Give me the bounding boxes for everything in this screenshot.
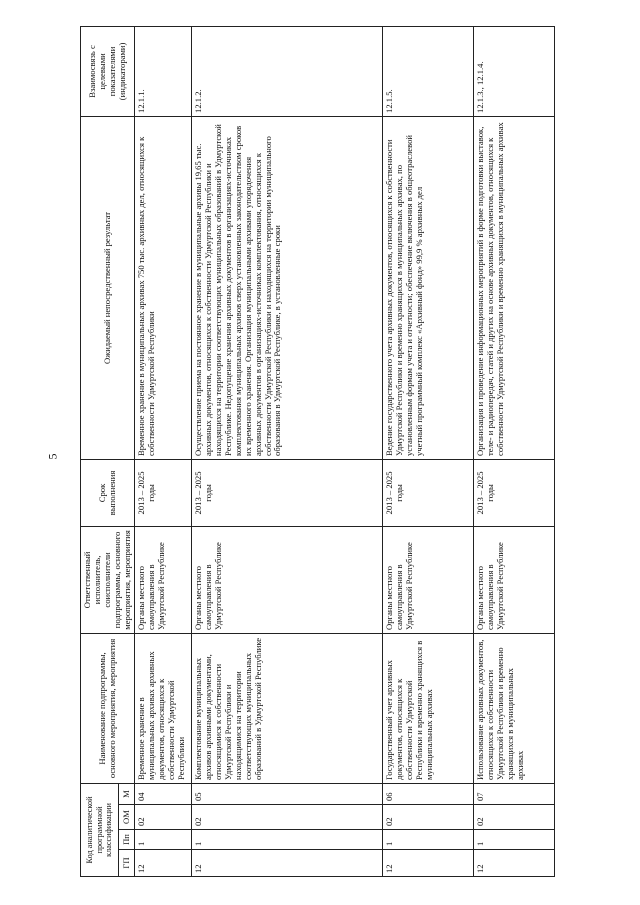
program-table [80, 26, 555, 877]
cell-result: Временное хранение в муниципальных архивах 750 тыс. архивных дел, относящихся к собственности Удмуртской Республики [135, 116, 192, 459]
page-number: 5 [45, 453, 60, 460]
cell-name: Использование архивных документов, относящихся к собственности Удмуртской Республики и временно хранящихся в муниципальных архивах [474, 633, 555, 783]
cell-link: 12.1.5. [383, 26, 474, 116]
cell-om: 02 [192, 805, 383, 830]
cell-gp: 12 [192, 850, 383, 877]
cell-term: 2013 – 2025 годы [474, 459, 555, 526]
cell-result: Осуществление приема на постоянное хранение в муниципальные архивы 19,65 тыс. архивных документов, относящихся к собственности Удмуртской Республики и находящихся на территории соответствующих муниципальных образований в Удмуртской Республике. Недопущение хранения архивных документов в организациях-источниках комплектования муниципальных архивов сверх установленных законодательством сроков их временного хранения. Организация муниципальными архивами упорядочения архивных документов в организациях-источниках комплектования, относящихся к собственности Удмуртской Республики и находящихся на территории муниципального образования в Удмуртской Республике, в установленные сроки [192, 116, 383, 459]
header-code-group: Код аналитической программной классификации [81, 783, 119, 876]
header-pp: Пп [118, 830, 135, 850]
cell-m: 05 [192, 783, 383, 804]
cell-m: 06 [383, 783, 474, 804]
cell-result: Организация и проведение информационных мероприятий в форме подготовки выставок, теле- и радиопередач, статей и других на основе архивных документов, относящихся к собственности Удмуртской Республики и временно хранящихся в муниципальных архивах [474, 116, 555, 459]
table-row [474, 26, 555, 876]
cell-link: 12.1.3., 12.1.4. [474, 26, 555, 116]
cell-om: 02 [474, 805, 555, 830]
header-om: ОМ [118, 805, 135, 830]
cell-term: 2013 – 2025 годы [135, 459, 192, 526]
cell-executor: Органы местного самоуправления в Удмуртской Республике [474, 526, 555, 633]
cell-term: 2013 – 2025 годы [192, 459, 383, 526]
table-row [383, 26, 474, 876]
cell-term: 2013 – 2025 годы [383, 459, 474, 526]
cell-executor: Органы местного самоуправления в Удмуртской Республике [383, 526, 474, 633]
cell-pp: 1 [474, 830, 555, 850]
cell-link: 12.1.1. [135, 26, 192, 116]
cell-name: Временное хранение в муниципальных архивах архивных документов, относящихся к собственности Удмуртской Республики [135, 633, 192, 783]
header-link: Взаимосвязь с целевыми показателями (индикаторами) [81, 26, 135, 116]
table-row [135, 26, 192, 876]
cell-name: Комплектование муниципальных архивов архивными документами, относящимися к собственности Удмуртской Республики и находящимися на территории соответствующих муниципальных образований в Удмуртской Республике [192, 633, 383, 783]
cell-executor: Органы местного самоуправления в Удмуртской Республике [135, 526, 192, 633]
header-gp: ГП [118, 850, 135, 877]
cell-pp: 1 [383, 830, 474, 850]
header-m: М [118, 783, 135, 804]
cell-om: 02 [135, 805, 192, 830]
cell-executor: Органы местного самоуправления в Удмуртской Республике [192, 526, 383, 633]
program-table-sheet [80, 27, 554, 877]
cell-result: Ведение государственного учета архивных документов, относящихся к собственности Удмуртской Республики и временно хранящихся в муниципальных архивах, по установленным формам учета и отчетности; обеспечение включения в общеотраслевой учетный программный комплекс «Архивный фонд» 99,9 % архивных дел [383, 116, 474, 459]
cell-m: 07 [474, 783, 555, 804]
cell-pp: 1 [135, 830, 192, 850]
header-term: Срок выполнения [81, 459, 135, 526]
table-row [192, 26, 383, 876]
cell-pp: 1 [192, 830, 383, 850]
header-result: Ожидаемый непосредственный результат [81, 116, 135, 459]
cell-gp: 12 [383, 850, 474, 877]
cell-link: 12.1.2. [192, 26, 383, 116]
cell-name: Государственный учет архивных документов, относящихся к собственности Удмуртской Республики и временно хранящихся в муниципальных архивах [383, 633, 474, 783]
cell-gp: 12 [474, 850, 555, 877]
cell-m: 04 [135, 783, 192, 804]
cell-om: 02 [383, 805, 474, 830]
header-name: Наименование подпрограммы, основного мероприятия, мероприятия [81, 633, 135, 783]
cell-gp: 12 [135, 850, 192, 877]
header-executor: Ответственный исполнитель, соисполнители подпрограммы, основного мероприятия, мероприятия [81, 526, 135, 633]
